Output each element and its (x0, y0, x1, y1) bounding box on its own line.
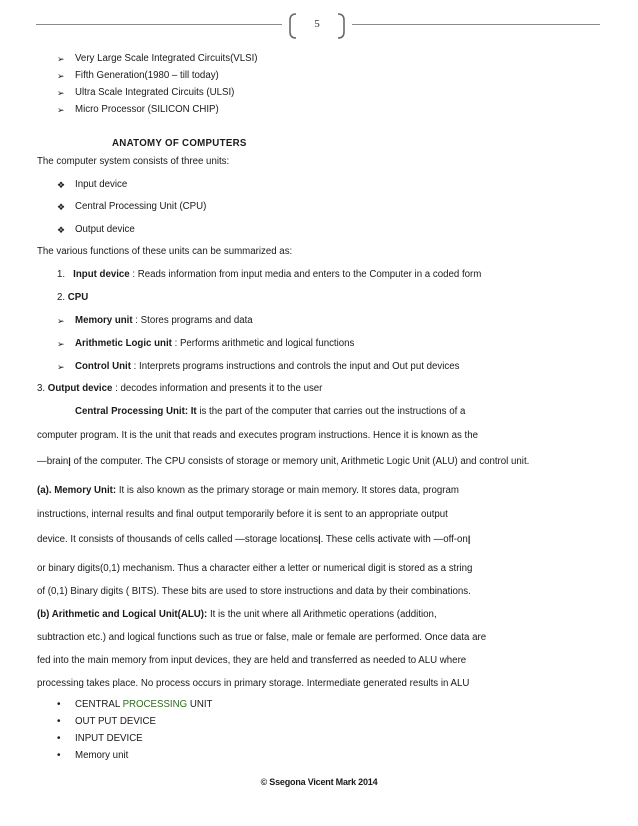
arrow-bullet-icon: ➢ (57, 362, 65, 372)
dot-bullet-icon: • (57, 716, 61, 727)
list-item: Ultra Scale Integrated Circuits (ULSI) (75, 87, 235, 98)
paragraph-line: instructions, internal results and final output temporarily before it is sent to an appropriate output (37, 509, 448, 520)
definition: : Stores programs and data (132, 315, 253, 326)
paragraph-text: . These cells activate with —off-on (320, 534, 468, 545)
term: Output device (47, 383, 113, 394)
definition: : decodes information and presents it to the user (112, 383, 323, 394)
item-number: 3. (37, 383, 46, 394)
paragraph-text: —brain (37, 456, 69, 467)
paragraph-text: It is also known as the primary storage or main memory. It stores data, program (116, 485, 459, 496)
paragraph-line (37, 533, 470, 546)
list-item: Fifth Generation(1980 – till today) (75, 70, 219, 81)
paragraph-line: The computer system consists of three units: (37, 156, 230, 167)
paragraph-line: computer program. It is the unit that reads and executes program instructions. Hence it is known as the (37, 430, 478, 441)
paragraph-text: is the part of the computer that carries out the instructions of a (196, 406, 466, 417)
dot-bullet-icon: • (57, 750, 61, 761)
arrow-bullet-icon: ➢ (57, 105, 65, 115)
list-item: INPUT DEVICE (75, 733, 143, 744)
page-number: 5 (314, 18, 320, 30)
term: Arithmetic Logic unit (75, 338, 172, 349)
paragraph-line (37, 455, 529, 468)
diamond-bullet-icon: ❖ (57, 202, 66, 212)
arrow-bullet-icon: ➢ (57, 71, 65, 81)
text-glyph: | (68, 456, 71, 466)
paragraph-line: of (0,1) Binary digits ( BITS). These bits are used to store instructions and data by their combinations. (37, 586, 471, 597)
paragraph-line: or binary digits(0,1) mechanism. Thus a character either a letter or numerical digit is stored as a string (37, 563, 473, 574)
paragraph-line: fed into the main memory from input devices, they are held and transferred as needed to ALU where (37, 655, 467, 666)
header-rule-left (36, 24, 282, 25)
diamond-bullet-icon: ❖ (57, 225, 66, 235)
list-item: Memory unit (75, 750, 129, 761)
list-item: Output device (75, 224, 135, 235)
definition: : Interprets programs instructions and controls the input and Out put devices (130, 361, 460, 372)
text-glyph: | (318, 534, 321, 544)
header-rule-right (352, 24, 600, 25)
numbered-item-2 (57, 292, 88, 304)
dot-bullet-icon: • (57, 699, 61, 710)
item-number: 2. (57, 292, 66, 303)
paragraph-line: The various functions of these units can be summarized as: (37, 246, 293, 257)
term: Input device (73, 269, 130, 280)
item-number: 1. (57, 269, 66, 280)
list-item: Very Large Scale Integrated Circuits(VLSI) (75, 53, 258, 64)
list-item: Input device (75, 179, 128, 190)
paragraph-text: It is the unit where all Arithmetic operations (addition, (207, 609, 437, 620)
paragraph-line: subtraction etc.) and logical functions such as true or false, male or female are performed. Once data are (37, 632, 487, 643)
list-item: Micro Processor (SILICON CHIP) (75, 104, 219, 115)
numbered-item-1 (57, 269, 481, 281)
term: (b) Arithmetic and Logical Unit(ALU): (37, 609, 208, 620)
text-glyph: | (467, 534, 471, 544)
paragraph-text: device. It consists of thousands of cells called —storage locations (37, 534, 319, 545)
list-item (75, 361, 459, 373)
list-item (75, 315, 253, 327)
arrow-bullet-icon: ➢ (57, 54, 65, 64)
paragraph-line (37, 609, 437, 621)
arrow-bullet-icon: ➢ (57, 88, 65, 98)
paragraph-line: processing takes place. No process occurs in primary storage. Intermediate generated results in ALU (37, 678, 470, 689)
term: CPU (67, 292, 89, 303)
list-item (75, 338, 354, 350)
list-text: CENTRAL (75, 699, 123, 710)
paragraph-line (37, 485, 459, 497)
list-item: Central Processing Unit (CPU) (75, 201, 207, 212)
definition: : Performs arithmetic and logical functions (171, 338, 355, 349)
highlighted-word: PROCESSING (122, 699, 188, 710)
term: Central Processing Unit: It (75, 406, 197, 417)
definition: : Reads information from input media and enters to the Computer in a coded form (129, 269, 482, 280)
footer-copyright: © Ssegona Vicent Mark 2014 (260, 777, 378, 787)
list-text: UNIT (187, 699, 213, 710)
list-item: OUT PUT DEVICE (75, 716, 156, 727)
term: Memory unit (75, 315, 133, 326)
diamond-bullet-icon: ❖ (57, 180, 66, 190)
paragraph-text: of the computer. The CPU consists of storage or memory unit, Arithmetic Logic Unit (ALU) and control unit. (70, 456, 530, 467)
term: Control Unit (75, 361, 131, 372)
arrow-bullet-icon: ➢ (57, 316, 65, 326)
arrow-bullet-icon: ➢ (57, 339, 65, 349)
dot-bullet-icon: • (57, 733, 61, 744)
term: (a). Memory Unit: (37, 485, 117, 496)
list-item (75, 699, 212, 711)
paragraph-line (75, 406, 465, 418)
numbered-item-3 (37, 383, 322, 395)
page-number-badge (288, 12, 346, 40)
section-heading: ANATOMY OF COMPUTERS (112, 138, 247, 149)
